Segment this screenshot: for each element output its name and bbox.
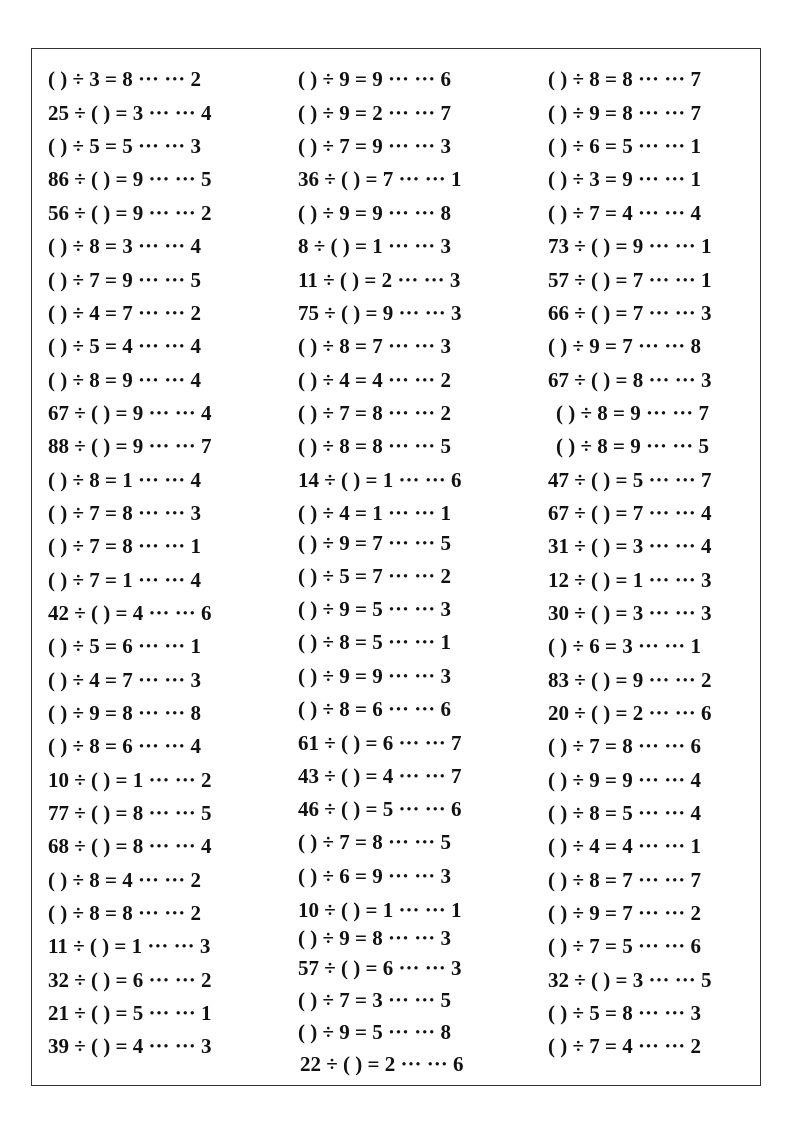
division-problem: 39 ÷ ( ) = 4 ··· ··· 3	[48, 1034, 212, 1058]
division-problem: ( ) ÷ 8 = 8 ··· ··· 5	[298, 434, 451, 458]
division-problem: 30 ÷ ( ) = 3 ··· ··· 3	[548, 601, 712, 625]
division-problem: ( ) ÷ 7 = 8 ··· ··· 2	[298, 401, 451, 425]
division-problem: ( ) ÷ 8 = 9 ··· ··· 7	[556, 401, 709, 425]
division-problem: 20 ÷ ( ) = 2 ··· ··· 6	[548, 701, 712, 725]
division-problem: ( ) ÷ 7 = 8 ··· ··· 5	[298, 830, 451, 854]
division-problem: ( ) ÷ 3 = 8 ··· ··· 2	[48, 67, 201, 91]
division-problem: 32 ÷ ( ) = 6 ··· ··· 2	[48, 968, 212, 992]
division-problem: 25 ÷ ( ) = 3 ··· ··· 4	[48, 101, 212, 125]
division-problem: ( ) ÷ 8 = 8 ··· ··· 7	[548, 67, 701, 91]
division-problem: ( ) ÷ 4 = 4 ··· ··· 2	[298, 368, 451, 392]
division-problem: ( ) ÷ 8 = 4 ··· ··· 2	[48, 868, 201, 892]
division-problem: 73 ÷ ( ) = 9 ··· ··· 1	[548, 234, 712, 258]
division-problem: ( ) ÷ 5 = 8 ··· ··· 3	[548, 1001, 701, 1025]
division-problem: 32 ÷ ( ) = 3 ··· ··· 5	[548, 968, 712, 992]
division-problem: ( ) ÷ 8 = 5 ··· ··· 1	[298, 630, 451, 654]
division-problem: 22 ÷ ( ) = 2 ··· ··· 6	[300, 1052, 464, 1076]
division-problem: 86 ÷ ( ) = 9 ··· ··· 5	[48, 167, 212, 191]
division-problem: ( ) ÷ 7 = 4 ··· ··· 2	[548, 1034, 701, 1058]
division-problem: ( ) ÷ 9 = 8 ··· ··· 8	[48, 701, 201, 725]
division-problem: ( ) ÷ 6 = 5 ··· ··· 1	[548, 134, 701, 158]
division-problem: 67 ÷ ( ) = 7 ··· ··· 4	[548, 501, 712, 525]
division-problem: ( ) ÷ 5 = 4 ··· ··· 4	[48, 334, 201, 358]
division-problem: ( ) ÷ 7 = 3 ··· ··· 5	[298, 988, 451, 1012]
division-problem: ( ) ÷ 5 = 6 ··· ··· 1	[48, 634, 201, 658]
division-problem: ( ) ÷ 8 = 9 ··· ··· 5	[556, 434, 709, 458]
division-problem: ( ) ÷ 9 = 5 ··· ··· 3	[298, 597, 451, 621]
division-problem: 67 ÷ ( ) = 9 ··· ··· 4	[48, 401, 212, 425]
division-problem: ( ) ÷ 4 = 7 ··· ··· 3	[48, 668, 201, 692]
division-problem: ( ) ÷ 5 = 5 ··· ··· 3	[48, 134, 201, 158]
division-problem: ( ) ÷ 8 = 1 ··· ··· 4	[48, 468, 201, 492]
division-problem: 21 ÷ ( ) = 5 ··· ··· 1	[48, 1001, 212, 1025]
division-problem: ( ) ÷ 9 = 8 ··· ··· 7	[548, 101, 701, 125]
division-problem: 46 ÷ ( ) = 5 ··· ··· 6	[298, 797, 462, 821]
division-problem: ( ) ÷ 9 = 9 ··· ··· 3	[298, 664, 451, 688]
division-problem: ( ) ÷ 7 = 8 ··· ··· 6	[548, 734, 701, 758]
division-problem: 31 ÷ ( ) = 3 ··· ··· 4	[548, 534, 712, 558]
division-problem: ( ) ÷ 4 = 7 ··· ··· 2	[48, 301, 201, 325]
division-problem: 10 ÷ ( ) = 1 ··· ··· 1	[298, 898, 462, 922]
division-problem: ( ) ÷ 8 = 9 ··· ··· 4	[48, 368, 201, 392]
division-problem: 88 ÷ ( ) = 9 ··· ··· 7	[48, 434, 212, 458]
division-problem: ( ) ÷ 7 = 4 ··· ··· 4	[548, 201, 701, 225]
division-problem: 75 ÷ ( ) = 9 ··· ··· 3	[298, 301, 462, 325]
division-problem: ( ) ÷ 9 = 7 ··· ··· 5	[298, 531, 451, 555]
division-problem: 57 ÷ ( ) = 6 ··· ··· 3	[298, 956, 462, 980]
division-problem: ( ) ÷ 9 = 2 ··· ··· 7	[298, 101, 451, 125]
division-problem: 57 ÷ ( ) = 7 ··· ··· 1	[548, 268, 712, 292]
division-problem: 10 ÷ ( ) = 1 ··· ··· 2	[48, 768, 212, 792]
division-problem: 83 ÷ ( ) = 9 ··· ··· 2	[548, 668, 712, 692]
division-problem: ( ) ÷ 7 = 1 ··· ··· 4	[48, 568, 201, 592]
division-problem: ( ) ÷ 7 = 8 ··· ··· 3	[48, 501, 201, 525]
division-problem: ( ) ÷ 8 = 7 ··· ··· 3	[298, 334, 451, 358]
division-problem: ( ) ÷ 3 = 9 ··· ··· 1	[548, 167, 701, 191]
division-problem: 56 ÷ ( ) = 9 ··· ··· 2	[48, 201, 212, 225]
division-problem: ( ) ÷ 6 = 3 ··· ··· 1	[548, 634, 701, 658]
division-problem: ( ) ÷ 8 = 5 ··· ··· 4	[548, 801, 701, 825]
division-problem: ( ) ÷ 6 = 9 ··· ··· 3	[298, 864, 451, 888]
division-problem: 67 ÷ ( ) = 8 ··· ··· 3	[548, 368, 712, 392]
division-problem: ( ) ÷ 9 = 9 ··· ··· 4	[548, 768, 701, 792]
division-problem: 42 ÷ ( ) = 4 ··· ··· 6	[48, 601, 212, 625]
division-problem: ( ) ÷ 9 = 7 ··· ··· 8	[548, 334, 701, 358]
division-problem: ( ) ÷ 4 = 1 ··· ··· 1	[298, 501, 451, 525]
division-problem: 8 ÷ ( ) = 1 ··· ··· 3	[298, 234, 451, 258]
division-problem: 68 ÷ ( ) = 8 ··· ··· 4	[48, 834, 212, 858]
division-problem: 47 ÷ ( ) = 5 ··· ··· 7	[548, 468, 712, 492]
division-problem: 11 ÷ ( ) = 1 ··· ··· 3	[48, 934, 211, 958]
division-problem: ( ) ÷ 4 = 4 ··· ··· 1	[548, 834, 701, 858]
division-problem: 77 ÷ ( ) = 8 ··· ··· 5	[48, 801, 212, 825]
worksheet-frame	[31, 48, 761, 1086]
division-problem: ( ) ÷ 9 = 9 ··· ··· 8	[298, 201, 451, 225]
division-problem: ( ) ÷ 9 = 5 ··· ··· 8	[298, 1020, 451, 1044]
division-problem: ( ) ÷ 7 = 9 ··· ··· 5	[48, 268, 201, 292]
division-problem: ( ) ÷ 8 = 8 ··· ··· 2	[48, 901, 201, 925]
division-problem: ( ) ÷ 8 = 6 ··· ··· 4	[48, 734, 201, 758]
division-problem: 12 ÷ ( ) = 1 ··· ··· 3	[548, 568, 712, 592]
division-problem: ( ) ÷ 9 = 9 ··· ··· 6	[298, 67, 451, 91]
division-problem: 43 ÷ ( ) = 4 ··· ··· 7	[298, 764, 462, 788]
division-problem: ( ) ÷ 5 = 7 ··· ··· 2	[298, 564, 451, 588]
division-problem: 36 ÷ ( ) = 7 ··· ··· 1	[298, 167, 462, 191]
division-problem: 14 ÷ ( ) = 1 ··· ··· 6	[298, 468, 462, 492]
division-problem: ( ) ÷ 9 = 7 ··· ··· 2	[548, 901, 701, 925]
division-problem: ( ) ÷ 8 = 6 ··· ··· 6	[298, 697, 451, 721]
division-problem: 61 ÷ ( ) = 6 ··· ··· 7	[298, 731, 462, 755]
division-problem: ( ) ÷ 7 = 9 ··· ··· 3	[298, 134, 451, 158]
division-problem: ( ) ÷ 7 = 5 ··· ··· 6	[548, 934, 701, 958]
division-problem: 11 ÷ ( ) = 2 ··· ··· 3	[298, 268, 461, 292]
division-problem: 66 ÷ ( ) = 7 ··· ··· 3	[548, 301, 712, 325]
division-problem: ( ) ÷ 8 = 3 ··· ··· 4	[48, 234, 201, 258]
division-problem: ( ) ÷ 7 = 8 ··· ··· 1	[48, 534, 201, 558]
division-problem: ( ) ÷ 8 = 7 ··· ··· 7	[548, 868, 701, 892]
division-problem: ( ) ÷ 9 = 8 ··· ··· 3	[298, 926, 451, 950]
